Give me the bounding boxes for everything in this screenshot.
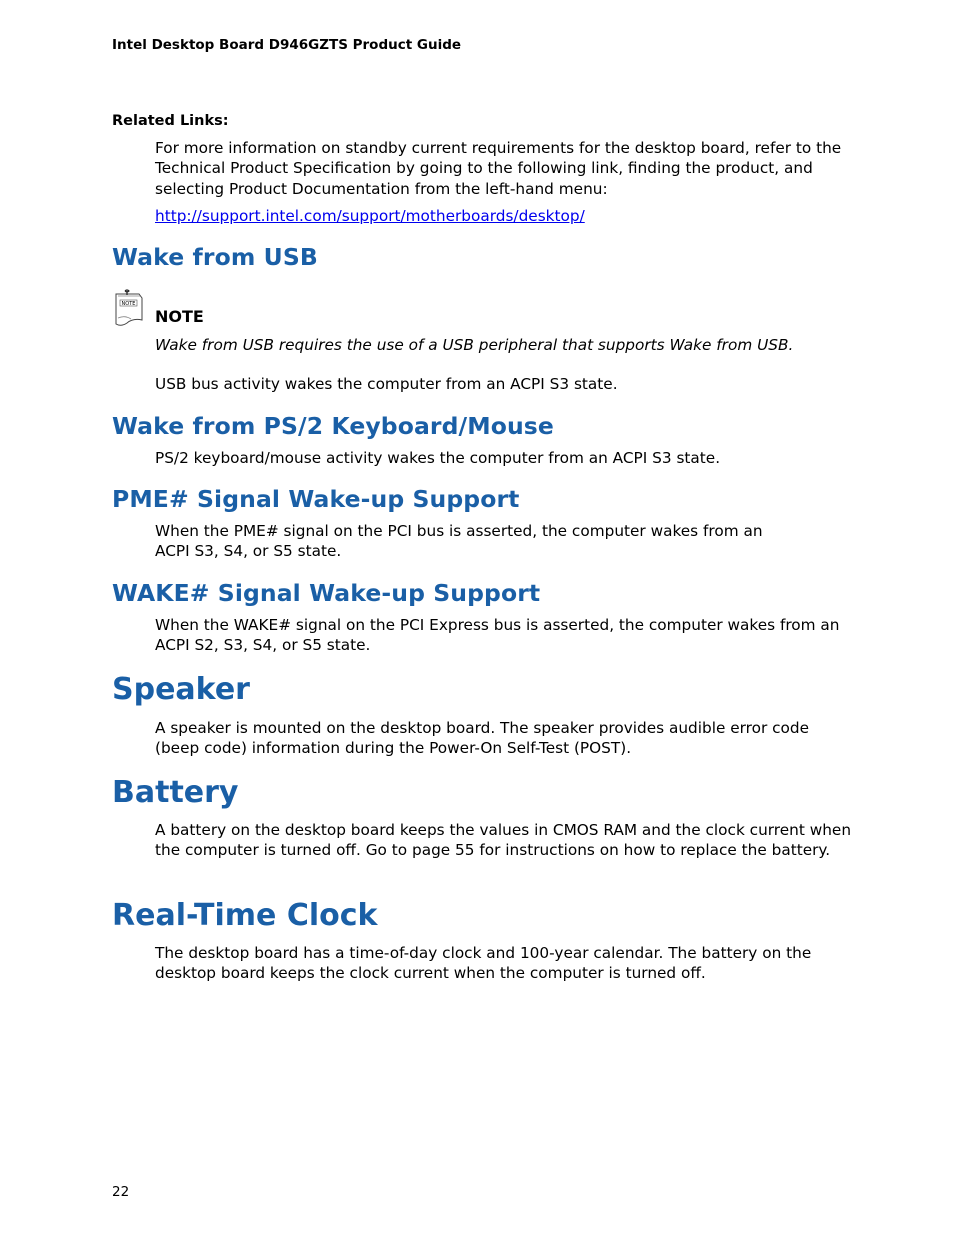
page-number: 22 — [112, 1184, 130, 1200]
battery-body: A battery on the desktop board keeps the values in CMOS RAM and the clock current when the computer is turned off. Go to page 55 for instructions on how to replace the battery. — [155, 821, 852, 860]
related-links-text: For more information on standby current requirements for the desktop board, refer to the Technical Product Specification by going to the following link, finding the product, and selecting Product Documentation from the left-hand menu: — [155, 139, 842, 198]
rtc-body: The desktop board has a time-of-day clock and 100-year calendar. The battery on the desktop board keeps the clock current when the computer is turned off. — [155, 944, 812, 983]
wake-usb-body: USB bus activity wakes the computer from an ACPI S3 state. — [155, 375, 618, 393]
battery-heading: Battery — [112, 775, 239, 810]
wake-signal-body: When the WAKE# signal on the PCI Express bus is asserted, the computer wakes from an ACPI S2, S3, S4, or S5 state. — [155, 616, 840, 655]
support-link[interactable]: http://support.intel.com/support/motherboards/desktop/ — [155, 207, 585, 225]
running-header: Intel Desktop Board D946GZTS Product Guide — [112, 37, 462, 53]
note-icon — [113, 288, 145, 330]
pme-body-line-2: ACPI S3, S4, or S5 state. — [155, 542, 342, 561]
wake-ps2-heading: Wake from PS/2 Keyboard/Mouse — [112, 412, 554, 440]
svg-text:NOTE: NOTE — [121, 300, 136, 307]
speaker-body: A speaker is mounted on the desktop board. The speaker provides audible error code (beep code) information during the Power-On Self-Test (POST). — [155, 719, 810, 758]
related-links-title: Related Links: — [112, 113, 229, 129]
note-label: NOTE — [155, 307, 204, 326]
pme-body — [155, 521, 855, 562]
rtc-heading: Real-Time Clock — [112, 898, 378, 933]
note-text: Wake from USB requires the use of a USB peripheral that supports Wake from USB. — [155, 336, 794, 354]
wake-usb-heading: Wake from USB — [112, 243, 318, 271]
pme-heading: PME# Signal Wake-up Support — [112, 485, 520, 513]
wake-ps2-body: PS/2 keyboard/mouse activity wakes the computer from an ACPI S3 state. — [155, 449, 721, 467]
speaker-heading: Speaker — [112, 672, 250, 707]
pme-body-line-1: When the PME# signal on the PCI bus is asserted, the computer wakes from an — [155, 522, 763, 540]
wake-signal-heading: WAKE# Signal Wake-up Support — [112, 579, 541, 607]
support-link-line — [155, 206, 855, 226]
